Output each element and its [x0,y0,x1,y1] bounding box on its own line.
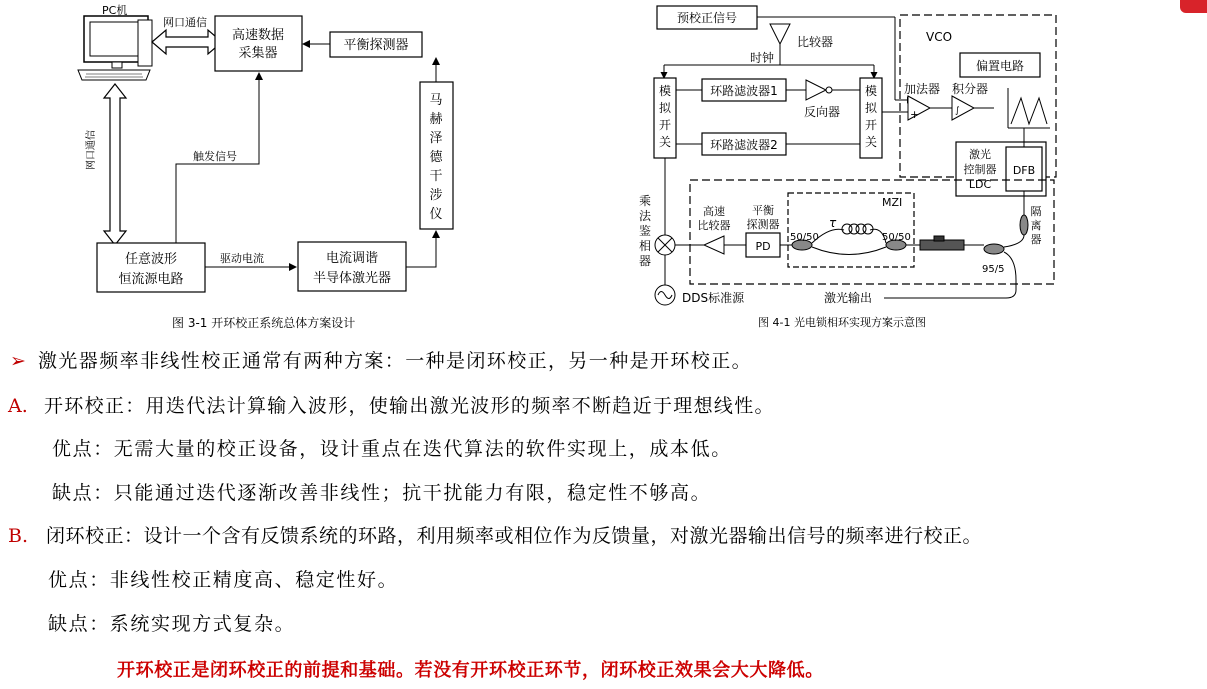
laser-line2: 半导体激光器 [312,271,392,286]
mixer-char-3: 鉴 [638,224,652,238]
integrator-label: 积分器 [952,82,989,96]
slide-corner-marker [1180,0,1207,13]
coupler-b-label: 50/50 [882,232,911,243]
drive-current-label: 驱动电流 [220,252,264,265]
switch-left-char-4: 关 [658,135,672,149]
net-comm-arrow [152,30,222,54]
net-comm-label: 网口通信 [163,16,207,29]
switch-right-char-3: 开 [864,118,878,132]
laser-line1: 电流调谐 [325,251,379,266]
clock-label: 时钟 [750,51,775,65]
dfb-label: DFB [1012,164,1036,177]
mzi-char-4: 德 [429,150,443,165]
bal-det-line1: 平衡 [752,204,774,217]
isolator-char-3: 器 [1030,233,1042,246]
ldc-line1: 激光 [969,148,991,161]
dds-label: DDS标准源 [682,291,745,305]
awg-line1: 任意波形 [124,252,178,267]
pc-label: PC机 [102,4,128,17]
mzi-char-7: 仪 [429,207,443,222]
isolator-char-1: 隔 [1030,205,1042,218]
comparator-label: 比较器 [797,35,834,49]
mzi-label: MZI [882,196,903,209]
coupler-c-symbol [984,244,1004,254]
mixer-char-1: 乘 [638,194,652,208]
option-b-text: 闭环校正：设计一个含有反馈系统的环路，利用频率或相位作为反馈量，对激光器输出信号的频率进行校正。 [46,525,983,547]
option-a-label: A. [8,395,28,417]
laser-output-label: 激光输出 [824,291,873,305]
switch-left-char-2: 拟 [658,101,672,115]
integrator-sign: ∫ [955,106,960,116]
trigger-label: 触发信号 [193,150,237,163]
option-b-con: 缺点：系统实现方式复杂。 [48,613,296,635]
hs-comparator-line2: 比较器 [697,219,731,232]
ldc-line3: LDC [968,178,992,191]
figure2-caption: 图 4-1 光电锁相环实现方案示意图 [758,316,926,329]
daq-line2: 采集器 [238,46,278,61]
option-a-pro: 优点：无需大量的校正设备，设计重点在迭代算法的软件实现上，成本低。 [52,438,732,460]
figure1-caption: 图 3-1 开环校正系统总体方案设计 [172,316,356,330]
isolator-char-2: 离 [1030,219,1042,232]
mixer-char-5: 器 [638,254,652,268]
mzi-char-2: 赫 [429,112,443,127]
net-comm-vertical-label: 网口通信 [86,130,97,170]
intro-bullet-marker: ➢ [10,350,26,372]
hs-comparator-symbol [704,236,724,254]
switch-left-char-1: 模 [658,84,672,98]
option-a-con: 缺点：只能通过迭代逐渐改善非线性；抗干扰能力有限，稳定性不够高。 [52,482,712,504]
delay-coil-icon [842,224,873,234]
bal-det-line2: 探测器 [746,218,780,231]
tau-label: τ [829,216,837,230]
option-a-text: 开环校正：用迭代法计算输入波形，使输出激光波形的频率不断趋近于理想线性。 [44,395,775,417]
intro-text: 激光器频率非线性校正通常有两种方案：一种是闭环校正，另一种是开环校正。 [38,350,753,372]
coupler-a-label: 50/50 [790,232,819,243]
balanced-detector-label: 平衡探测器 [343,38,409,53]
isolator-symbol [1020,215,1028,235]
option-b-pro: 优点：非线性校正精度高、稳定性好。 [48,569,399,591]
hs-comparator-line1: 高速 [703,205,725,218]
inverter-label: 反向器 [804,105,841,119]
mzi-char-5: 干 [429,169,443,184]
figure-open-loop-diagram [0,0,470,335]
switch-right-char-4: 关 [864,135,878,149]
pd-label: PD [755,240,771,253]
mixer-char-2: 法 [638,209,652,223]
daq-box [215,16,302,71]
ldc-line2: 控制器 [963,163,997,176]
precal-label: 预校正信号 [676,11,738,25]
comparator-symbol [770,24,790,44]
mzi-char-6: 涉 [429,188,443,203]
net-comm-vertical-arrow [104,84,126,245]
inverter-symbol [806,80,826,100]
daq-line1: 高速数据 [231,28,285,43]
switch-left-char-3: 开 [658,118,672,132]
mzi-char-1: 马 [429,93,443,108]
switch-right-char-2: 拟 [864,101,878,115]
vco-label: VCO [926,30,953,44]
switch-right-char-1: 模 [864,84,878,98]
figure-pll-diagram [630,0,1070,335]
awg-line2: 恒流源电路 [118,272,184,287]
mzi-char-3: 泽 [429,131,443,146]
conclusion-text: 开环校正是闭环校正的前提和基础。若没有开环校正环节，闭环校正效果会大大降低。 [117,660,824,681]
option-b-label: B. [8,525,29,547]
loop-filter-1-label: 环路滤波器1 [710,84,778,98]
bias-label: 偏置电路 [975,59,1025,73]
adder-label: 加法器 [904,82,941,96]
coupler-c-label: 95/5 [982,264,1005,275]
pc-icon [78,16,152,80]
triangle-wave-icon [1008,88,1050,128]
mixer-char-4: 相 [638,239,652,253]
loop-filter-2-label: 环路滤波器2 [710,138,778,152]
adder-plus: + [910,108,920,121]
